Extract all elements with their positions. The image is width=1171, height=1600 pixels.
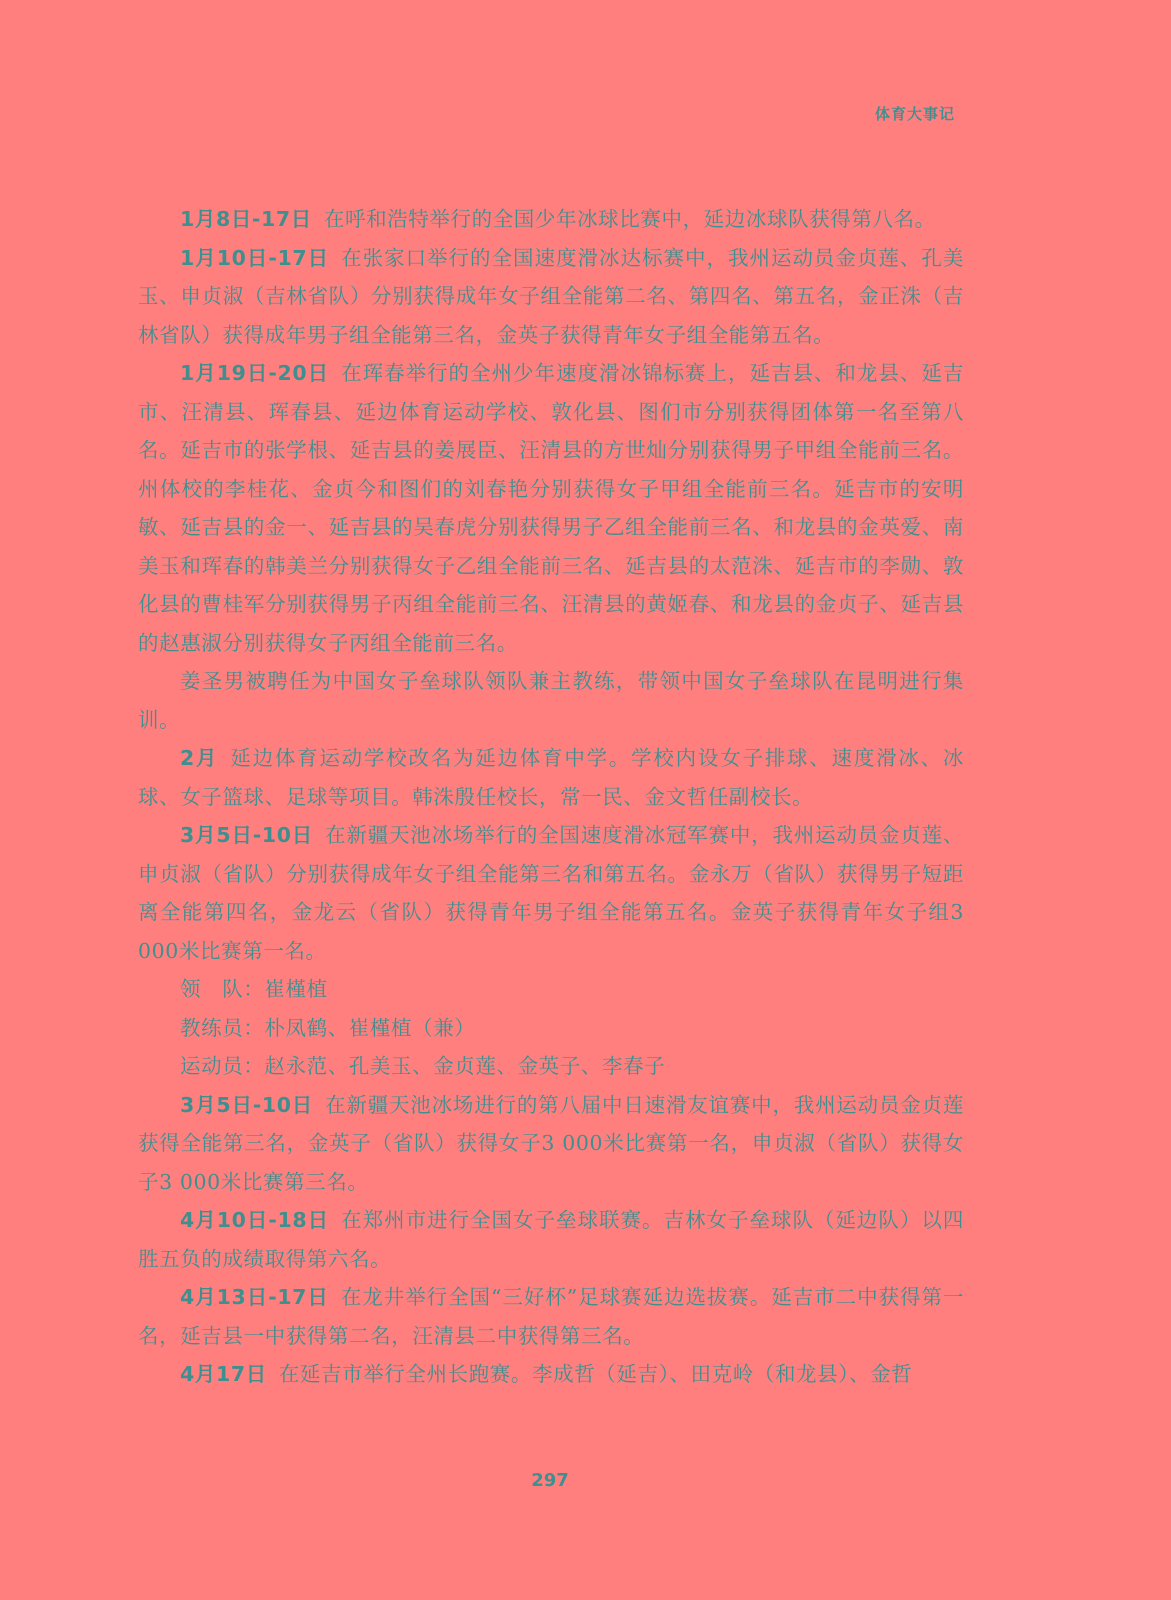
roster-line	[138, 1047, 964, 1086]
entry-date: 3月5日-10日	[180, 823, 314, 847]
entry-paragraph	[138, 200, 964, 239]
entry-paragraph	[138, 1278, 964, 1355]
entry-date: 1月19日-20日	[180, 361, 330, 385]
entry-date: 3月5日-10日	[180, 1092, 314, 1117]
roster-names: 朴凤鹤、崔槿植（兼）	[264, 1015, 476, 1040]
entry-date: 4月17日	[180, 1362, 267, 1386]
entry-paragraph	[138, 1086, 964, 1202]
entry-paragraph	[138, 1201, 964, 1278]
entry-paragraph	[138, 739, 964, 816]
entry-paragraph	[138, 1355, 964, 1394]
entry-text: 在延吉市举行全州长跑赛。李成哲（延吉）、田克岭（和龙县）、金哲	[278, 1362, 913, 1386]
entry-date: 4月10日-18日	[180, 1208, 330, 1232]
entry-text: 在新疆天池冰场进行的第八届中日速滑友谊赛中，我州运动员金贞莲获得全能第三名，金英子（省队）获得女子3 000米比赛第一名，申贞淑（省队）获得女子3 000米比赛第三名。	[138, 1092, 964, 1194]
entry-paragraph	[138, 239, 964, 355]
roster-line	[138, 970, 964, 1009]
entry-paragraph	[138, 354, 964, 662]
chronicle-body	[138, 200, 964, 1394]
entry-date: 4月13日-17日	[180, 1285, 329, 1309]
roster-role: 教练员：	[180, 1015, 265, 1040]
entry-date: 2月	[180, 746, 219, 770]
entry-paragraph	[138, 816, 964, 970]
entry-text: 在珲春举行的全州少年速度滑冰锦标赛上，延吉县、和龙县、延吉市、汪清县、珲春县、延边体育运动学校、敦化县、图们市分别获得团体第一名至第八名。延吉市的张学根、延吉县的姜展臣、汪清县的方世灿分别获得男子甲组全能前三名。州体校的李桂花、金贞今和图们的刘春艳分别获得女子甲组全能前三名。延吉市的安明敏、延吉县的金一、延吉县的吴春虎分别获得男子乙组全能前三名、和龙县的金英爱、南美玉和珲春的韩美兰分别获得女子乙组全能前三名、延吉县的太范洙、延吉市的李勋、敦化县的曹桂军分别获得男子丙组全能前三名、汪清县的黄姬春、和龙县的金贞子、延吉县的赵惠淑分别获得女子丙组全能前三名。	[138, 361, 964, 655]
entry-text: 延边体育运动学校改名为延边体育中学。学校内设女子排球、速度滑冰、冰球、女子篮球、足球等项目。韩洙殷任校长，常一民、金文哲任副校长。	[138, 746, 964, 809]
entry-text: 在郑州市进行全国女子垒球联赛。吉林女子垒球队（延边队）以四胜五负的成绩取得第六名。	[138, 1208, 964, 1271]
entry-date: 1月10日-17日	[180, 245, 330, 270]
entry-paragraph	[138, 662, 964, 739]
entry-date: 1月8日-17日	[180, 207, 312, 231]
running-header: 体育大事记	[874, 105, 955, 123]
entry-text: 在龙井举行全国“三好杯”足球赛延边选拔赛。延吉市二中获得第一名，延吉县一中获得第二名，汪清县二中获得第三名。	[138, 1285, 964, 1348]
entry-text: 姜圣男被聘任为中国女子垒球队领队兼主教练，带领中国女子垒球队在昆明进行集训。	[138, 669, 964, 732]
roster-line	[138, 1009, 964, 1048]
roster-role: 领 队：	[180, 977, 265, 1001]
roster-names: 赵永范、孔美玉、金贞莲、金英子、李春子	[264, 1054, 666, 1078]
page-number: 297	[531, 1470, 569, 1491]
roster-names: 崔槿植	[264, 977, 328, 1001]
entry-text: 在新疆天池冰场举行的全国速度滑冰冠军赛中，我州运动员金贞莲、申贞淑（省队）分别获得成年女子组全能第三名和第五名。金永万（省队）获得男子短距离全能第四名，金龙云（省队）获得青年男子组全能第五名。金英子获得青年女子组3 000米比赛第一名。	[138, 823, 964, 963]
entry-text: 在张家口举行的全国速度滑冰达标赛中，我州运动员金贞莲、孔美玉、申贞淑（吉林省队）分别获得成年女子组全能第二名、第四名、第五名，金正洙（吉林省队）获得成年男子组全能第三名，金英子获得青年女子组全能第五名。	[138, 245, 964, 347]
entry-text: 在呼和浩特举行的全国少年冰球比赛中，延边冰球队获得第八名。	[323, 207, 936, 231]
roster-role: 运动员：	[180, 1054, 265, 1078]
